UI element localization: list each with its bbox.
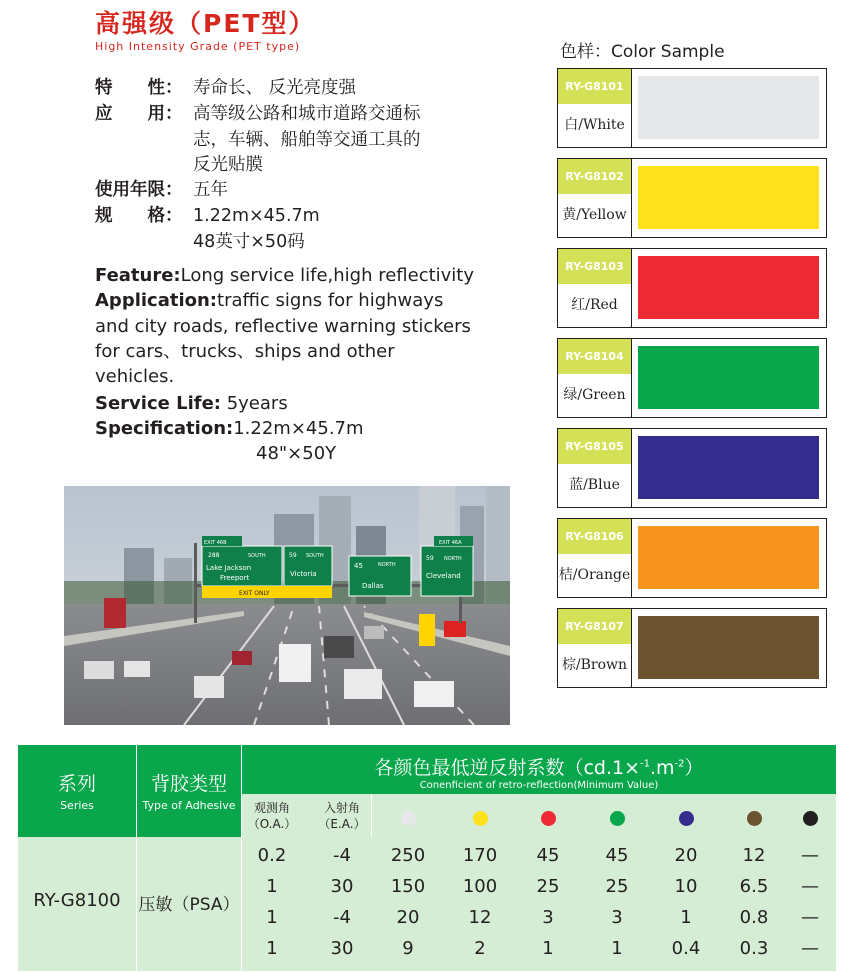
table-cell: 3 (542, 907, 554, 928)
table-cell: 2 (474, 938, 486, 959)
table-cell: — (801, 907, 819, 928)
en-life-label: Service Life: (95, 393, 221, 414)
swatch-name: 红/Red (571, 297, 618, 313)
coef-sup-1: -1 (640, 758, 650, 770)
cn-feature-label: 特 性： (95, 78, 183, 98)
page-title: 高强级（PET型） (95, 9, 316, 38)
yellow-dot (473, 811, 488, 826)
en-application-label: Application: (95, 290, 218, 311)
table-cell: 20 (396, 907, 420, 928)
sign-exit-only: EXIT ONLY (239, 590, 270, 597)
table-cell: 0.2 (257, 845, 287, 866)
swatch-color (638, 346, 819, 409)
table-cell: — (801, 845, 819, 866)
ea-sub: （E.A.） (318, 817, 366, 831)
swatch-yellow (557, 158, 827, 238)
sign-route-59: 59 (289, 552, 297, 559)
swatch-code: RY-G8101 (558, 69, 631, 104)
en-spec-line-2: 48"×50Y (256, 443, 337, 464)
cn-spec-row (95, 204, 320, 228)
black-dot (803, 811, 818, 826)
coef-header-end: ） (684, 757, 704, 779)
table-cell: 170 (462, 845, 498, 866)
sign-dallas: Dallas (362, 582, 384, 590)
table-cell: 45 (536, 845, 560, 866)
table-cell: 1 (266, 938, 278, 959)
swatch-code: RY-G8103 (558, 249, 631, 284)
highway-photo (64, 486, 510, 725)
table-cell: 12 (468, 907, 492, 928)
table-cell: -4 (333, 845, 351, 866)
table-cell: 9 (402, 938, 414, 959)
color-sample-title: 色样：Color Sample (560, 42, 725, 62)
swatch-brown (557, 608, 827, 688)
white-dot (401, 811, 416, 826)
cn-application-label: 应 用： (95, 104, 183, 124)
sign-route-59b: 59 (426, 555, 434, 562)
swatch-code: RY-G8102 (558, 159, 631, 194)
swatch-divider (631, 339, 632, 417)
sign-south-b: SOUTH (306, 553, 324, 559)
table-cell: 0.4 (671, 938, 701, 959)
swatch-divider (631, 249, 632, 327)
swatch-color (638, 256, 819, 319)
table-cell: 25 (536, 876, 560, 897)
blue-dot (679, 811, 694, 826)
coef-header-mid: .m (649, 757, 675, 779)
en-spec-line-1: 1.22m×45.7m (233, 418, 364, 439)
swatch-divider (631, 519, 632, 597)
en-life-value: 5years (220, 393, 288, 414)
ea-label: 入射角 (323, 801, 360, 815)
en-feature-row (95, 263, 474, 289)
table-cell: 30 (330, 938, 354, 959)
retroreflection-table (18, 745, 836, 971)
cn-life-value: 五年 (193, 180, 228, 200)
coef-sup-2: -2 (674, 758, 685, 770)
swatch-blue (557, 428, 827, 508)
adhesive-header-en: Type of Adhesive (142, 799, 236, 812)
table-cell: 1 (266, 907, 278, 928)
swatch-code: RY-G8104 (558, 339, 631, 374)
table-cell: 20 (674, 845, 698, 866)
table-cell: 1 (680, 907, 692, 928)
swatch-divider (631, 429, 632, 507)
en-application-line-4: vehicles. (95, 366, 175, 387)
cn-application-row (95, 102, 421, 126)
swatch-code: RY-G8106 (558, 519, 631, 554)
sign-north-b: NORTH (444, 556, 462, 562)
sign-north-a: NORTH (378, 562, 396, 568)
en-application-row (95, 288, 443, 314)
en-application-line-2: and city roads, reflective warning stickers (95, 316, 471, 337)
cn-application-line-3: 反光贴膜 (193, 155, 263, 175)
sign-route-45: 45 (354, 562, 363, 570)
coef-header-cn (242, 753, 836, 780)
table-cell: 150 (390, 876, 426, 897)
sign-victoria: Victoria (290, 570, 317, 578)
swatch-divider (631, 69, 632, 147)
cn-application-line-2: 志，车辆、船舶等交通工具的 (193, 130, 421, 150)
cn-life-label: 使用年限： (95, 180, 183, 200)
table-cell: 1 (611, 938, 623, 959)
en-life-row (95, 391, 288, 417)
sign-south-a: SOUTH (248, 553, 266, 559)
red-dot (541, 811, 556, 826)
swatch-code: RY-G8105 (558, 429, 631, 464)
sign-lake-jackson: Lake Jackson (206, 564, 252, 572)
en-spec-row (95, 416, 364, 442)
cn-life-row (95, 178, 228, 202)
table-cell: 12 (742, 845, 766, 866)
series-value: RY-G8100 (33, 890, 121, 911)
en-feature-label: Feature: (95, 265, 181, 286)
cn-feature-value: 寿命长、 反光亮度强 (193, 78, 357, 98)
en-feature-value: Long service life,high reflectivity (180, 265, 475, 286)
adhesive-header-cn: 背胶类型 (150, 773, 227, 795)
adhesive-value: 压敏（PSA） (138, 895, 240, 915)
table-cell: 10 (674, 876, 698, 897)
cn-feature-row (95, 76, 356, 100)
oa-label: 观测角 (253, 801, 290, 815)
table-cell: 3 (611, 907, 623, 928)
page-subtitle: High Intensity Grade (PET type) (95, 40, 301, 53)
green-dot (610, 811, 625, 826)
table-cell: 25 (605, 876, 629, 897)
swatch-color (638, 526, 819, 589)
table-cell: 250 (390, 845, 426, 866)
highway-scene (64, 486, 510, 725)
cn-spec-line-2: 48英寸×50码 (193, 232, 305, 252)
brown-dot (747, 811, 762, 826)
table-cell: 0.8 (739, 907, 769, 928)
swatch-divider (631, 159, 632, 237)
swatch-green (557, 338, 827, 418)
swatch-color (638, 76, 819, 139)
swatch-color (638, 166, 819, 229)
en-application-line-3: for cars、trucks、ships and other (95, 341, 395, 362)
coef-header-text: 各颜色最低逆反射系数（cd.1× (374, 757, 640, 779)
en-spec-label: Specification: (95, 418, 234, 439)
swatch-red (557, 248, 827, 328)
cn-spec-line-1: 1.22m×45.7m (193, 206, 320, 226)
sign-exit-46a: EXIT 46A (439, 540, 462, 546)
swatch-name: 蓝/Blue (569, 477, 620, 493)
swatch-color (638, 616, 819, 679)
coef-header-en: Conenficient of retro-reflection(Minimum Value) (419, 780, 659, 791)
swatch-code: RY-G8107 (558, 609, 631, 644)
sign-route-288: 288 (208, 552, 220, 559)
table-cell: -4 (333, 907, 351, 928)
table-cell: — (801, 876, 819, 897)
table-cell: 1 (542, 938, 554, 959)
swatch-white (557, 68, 827, 148)
series-header-cn: 系列 (57, 773, 96, 795)
sign-exit-46b: EXIT 46B (204, 540, 227, 546)
swatch-color (638, 436, 819, 499)
table-cell: 30 (330, 876, 354, 897)
swatch-name: 白/White (564, 117, 625, 133)
cn-application-line-1: 高等级公路和城市道路交通标 (193, 104, 421, 124)
sign-freeport: Freeport (220, 574, 250, 582)
oa-header (242, 800, 302, 832)
swatch-divider (631, 609, 632, 687)
table-cell: 0.3 (739, 938, 769, 959)
table-cell: — (801, 938, 819, 959)
en-application-line-1: traffic signs for highways (217, 290, 444, 311)
cn-spec-label: 规 格： (95, 206, 183, 226)
table-cell: 6.5 (739, 876, 769, 897)
swatch-name: 黄/Yellow (562, 207, 627, 223)
table-cell: 45 (605, 845, 629, 866)
table-cell: 100 (462, 876, 498, 897)
sign-cleveland: Cleveland (426, 572, 461, 580)
oa-sub: （O.A.） (247, 817, 297, 831)
ea-header (312, 800, 372, 832)
swatch-name: 棕/Brown (561, 657, 628, 673)
swatch-orange (557, 518, 827, 598)
swatch-name: 绿/Green (563, 387, 626, 403)
swatch-name: 桔/Orange (558, 567, 631, 583)
table-cell: 1 (266, 876, 278, 897)
series-header-en: Series (60, 799, 94, 812)
